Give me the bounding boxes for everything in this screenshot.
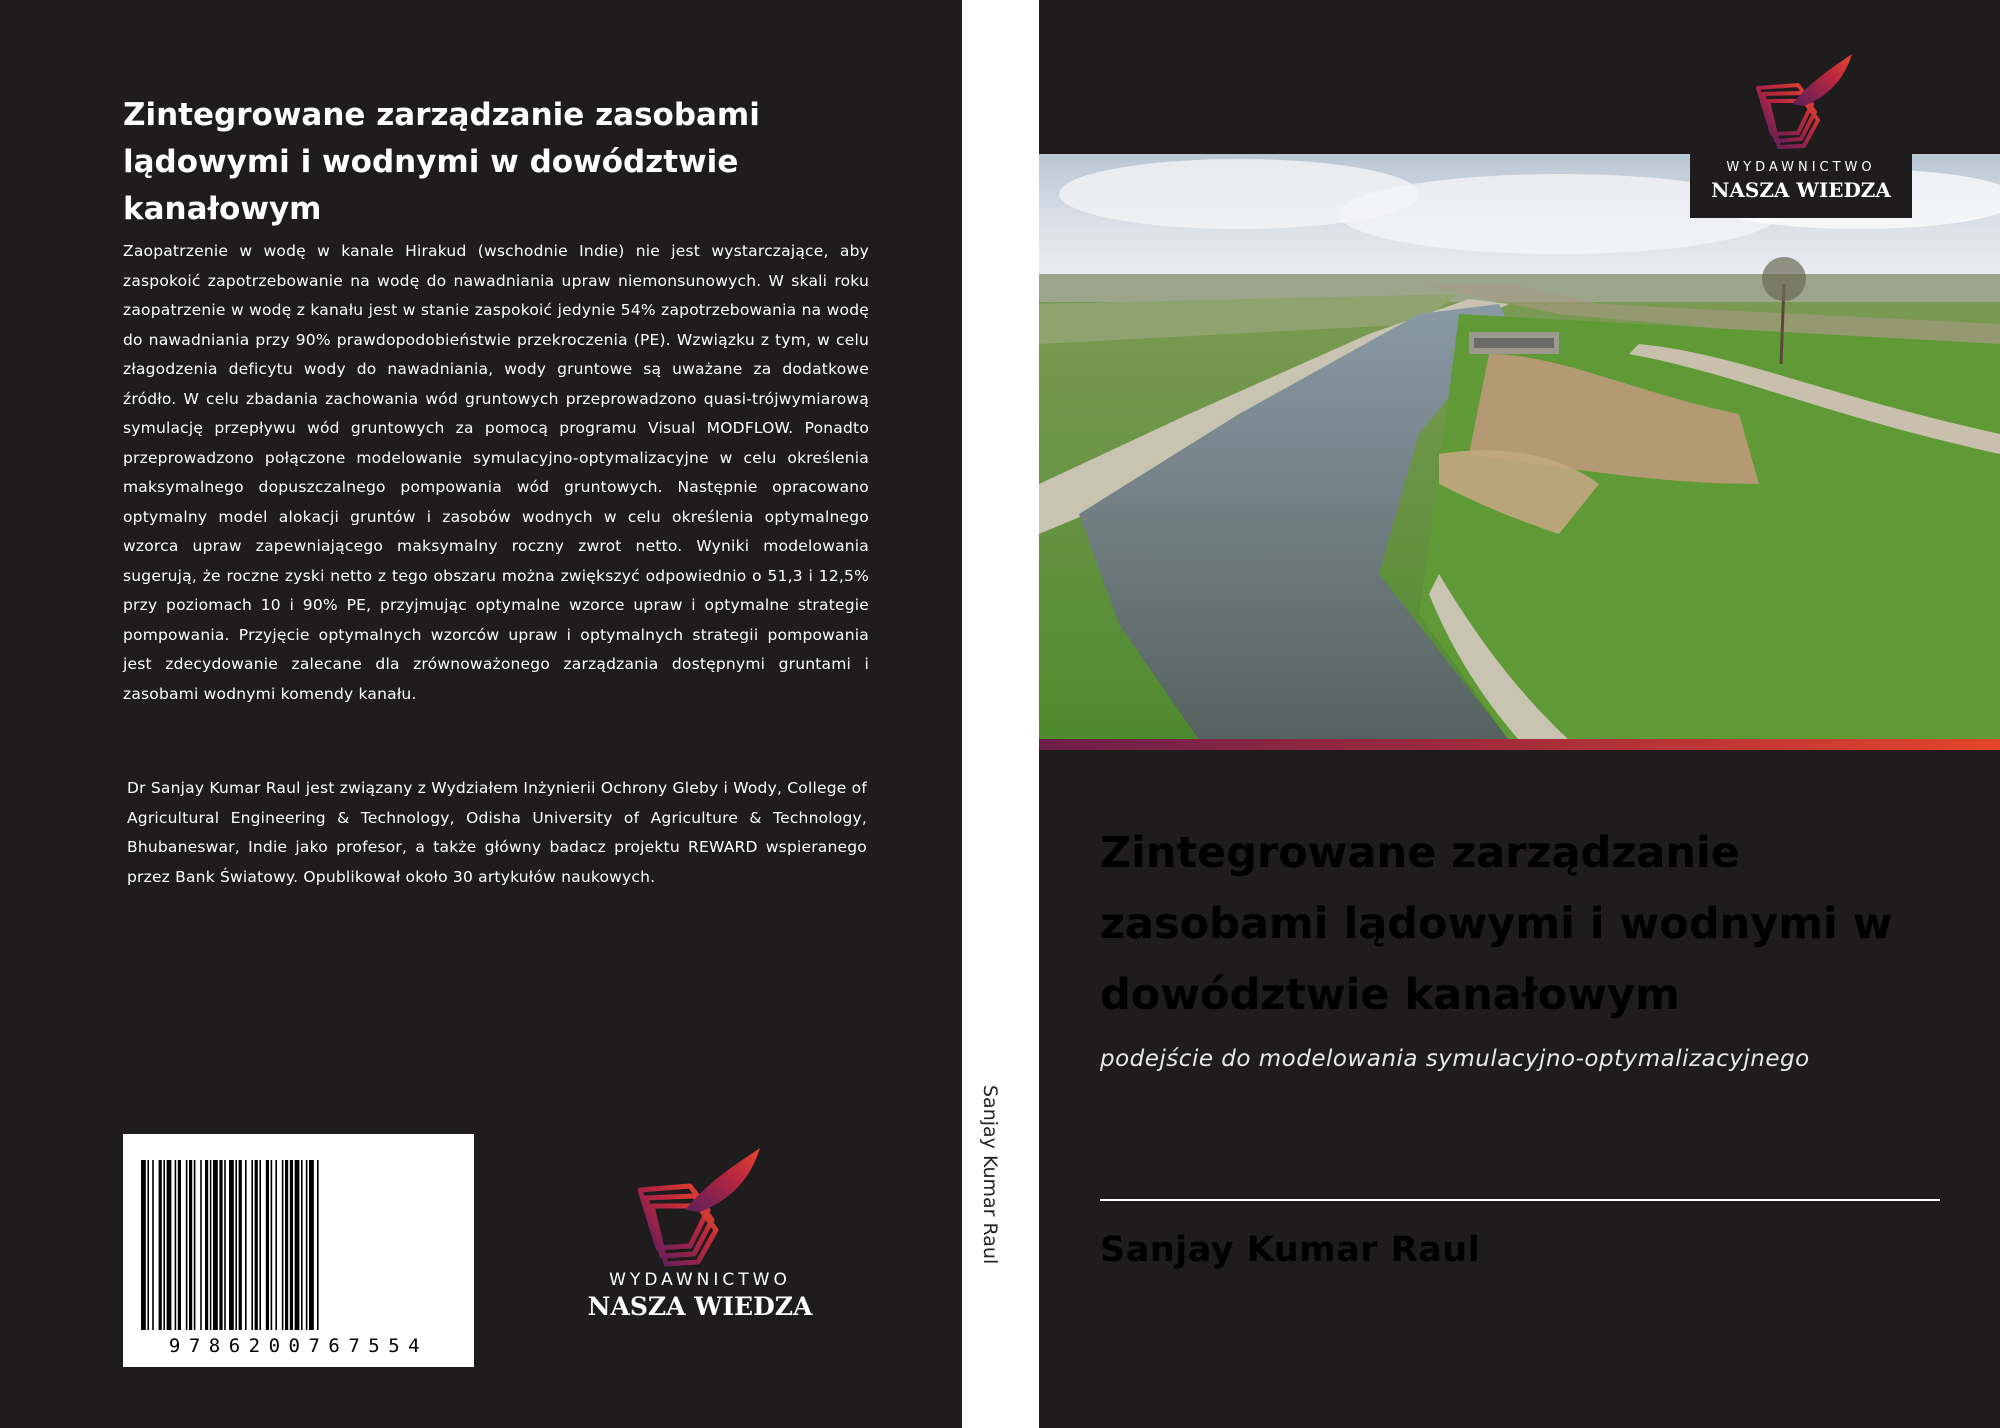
publisher-name-small: WYDAWNICTWO bbox=[1726, 160, 1876, 175]
book-summary: Zaopatrzenie w wodę w kanale Hirakud (wschodnie Indie) nie jest wystarczające, aby zaspokoić zapotrzebowanie na wodę do nawadniania upraw niemonsunowych. W skali roku zaopatrzenie w wodę z kanału jest w stanie zaspokoić jedynie 54% zapotrzebowania na wodę do nawadniania przy 90% prawdopodobieństwie przekroczenia (PE). Wzwiązku z tym, w celu złagodzenia deficytu wody do nawadniania, wody gruntowe są uważane za dodatkowe źródło. W celu zbadania zachowania wód gruntowych przeprowadzono quasi-trójwymiarową symulację przepływu wód gruntowych za pomocą programu Visual MODFLOW. Ponadto przeprowadzono połączone modelowanie symulacyjno-optymalizacyjne w celu określenia maksymalnego dopuszczalnego pompowania wód gruntowych. Następnie opracowano optymalny model alokacji gruntów i zasobów wodnych w celu określenia optymalnego wzorca upraw zapewniającego maksymalny roczny zwrot netto. Wyniki modelowania sugerują, że roczne zyski netto z tego obszaru można zwiększyć odpowiednio o 51,3 i 12,5% przy poziomach 10 i 90% PE, przyjmując optymalne wzorce upraw i optymalne strategie pompowania. Przyjęcie optymalnych wzorców upraw i optymalnych strategii pompowania jest zdecydowanie zalecane dla zrównoważonego zarządzania dostępnymi gruntami i zasobami wodnymi komendy kanału. bbox=[123, 242, 869, 703]
front-cover-author: Sanjay Kumar Raul bbox=[1100, 1230, 1481, 1270]
accent-stripe bbox=[1039, 739, 2000, 750]
isbn-barcode bbox=[123, 1134, 474, 1367]
publisher-name-small: WYDAWNICTWO bbox=[609, 1270, 791, 1290]
barcode-bars-icon bbox=[141, 1160, 456, 1330]
cover-photo bbox=[1039, 154, 2000, 740]
back-cover bbox=[0, 0, 962, 1428]
isbn-digits: 9786200767554 bbox=[168, 1335, 429, 1357]
publisher-name-big: NASZA WIEDZA bbox=[1711, 178, 1891, 202]
book-with-quill-icon bbox=[1690, 44, 1912, 156]
book-with-quill-icon bbox=[565, 1140, 835, 1270]
canal-landscape-image bbox=[1039, 154, 2000, 740]
front-cover-subtitle: podejście do modelowania symulacyjno-optymalizacyjnego bbox=[1100, 1046, 1810, 1072]
author-bio: Dr Sanjay Kumar Raul jest związany z Wydziałem Inżynierii Ochrony Gleby i Wody, College of Agricultural Engineering & Technology, Odisha University of Agriculture & Technology, Bhubaneswar, Indie jako profesor, a także główny badacz projektu REWARD wspieranego przez Bank Światowy. Opublikował około 30 artykułów naukowych. bbox=[127, 779, 867, 886]
divider-line bbox=[1100, 1199, 1940, 1201]
publisher-logo-back bbox=[565, 1140, 835, 1340]
publisher-logo-front bbox=[1690, 44, 1912, 218]
back-cover-title: Zintegrowane zarządzanie zasobami lądowymi i wodnymi w dowództwie kanałowym bbox=[123, 97, 760, 227]
spine-author: Sanjay Kumar Raul bbox=[979, 1085, 1001, 1265]
front-cover-title: Zintegrowane zarządzanie zasobami lądowymi i wodnymi w dowództwie kanałowym bbox=[1100, 828, 1893, 1020]
publisher-name-big: NASZA WIEDZA bbox=[587, 1292, 813, 1321]
